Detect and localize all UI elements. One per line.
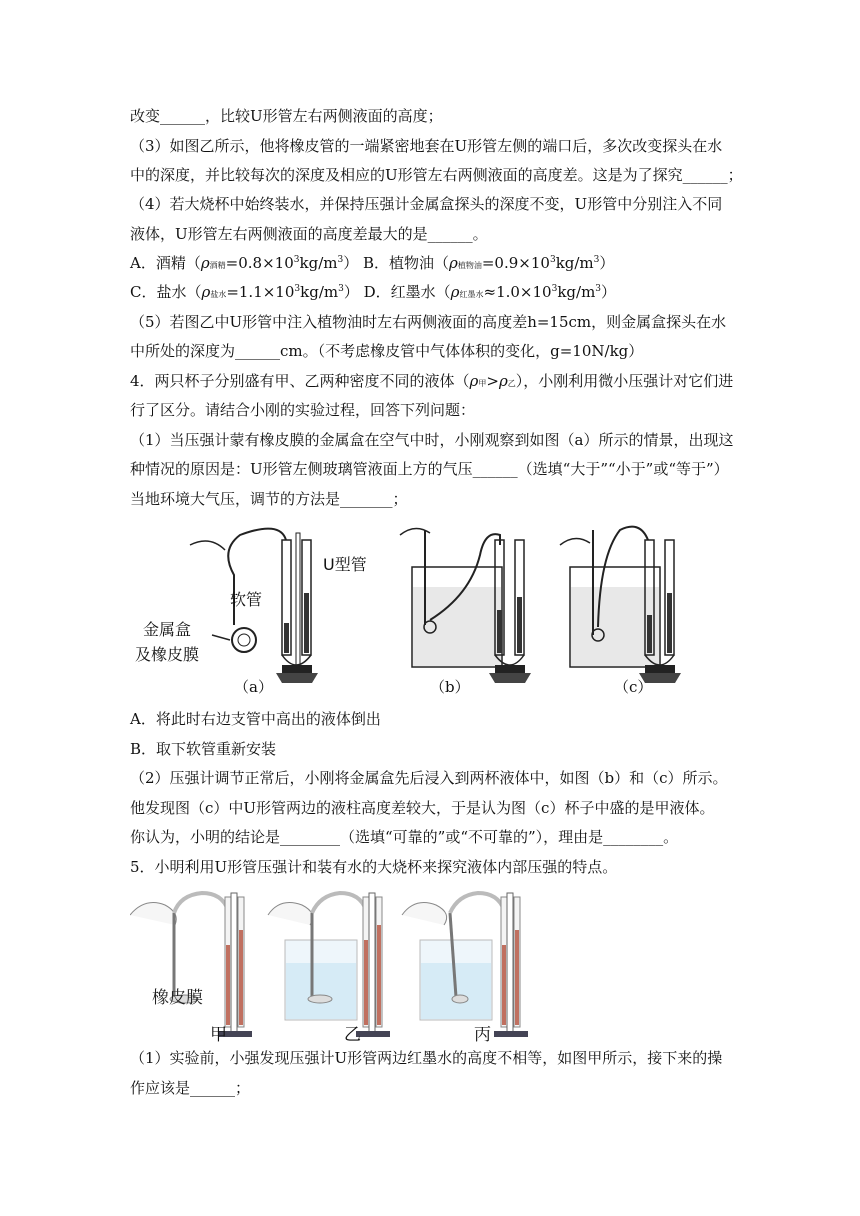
figure-a [135, 529, 367, 683]
text-line: 中所处的深度为______cm。（不考虑橡皮管中气体体积的变化，g=10N/kg） [130, 342, 644, 360]
text-line: 行了区分。请结合小刚的实验过程，回答下列问题： [130, 401, 476, 419]
caption-yi: 乙 [344, 1025, 361, 1045]
label-membrane: 及橡皮膜 [135, 645, 200, 664]
text-line: 液体，U形管左右两侧液面的高度差最大的是______。 [130, 225, 488, 243]
text-line: 5．小明利用U形管压强计和装有水的大烧杯来探究液体内部压强的特点。 [130, 858, 618, 876]
caption-b: （b） [430, 678, 470, 696]
figure-b [400, 528, 531, 683]
figure-yi [268, 893, 390, 1037]
text-line: （5）若图乙中U形管中注入植物油时左右两侧液面的高度差h=15cm，则金属盒探头在水 [130, 313, 727, 331]
text-line: （1）当压强计蒙有橡皮膜的金属盒在空气中时，小刚观察到如图（a）所示的情景，出现这 [130, 431, 734, 449]
text-line: 作应该是______； [130, 1079, 251, 1097]
option-line: A．将此时右边支管中高出的液体倒出 [130, 710, 381, 728]
text-line: 当地环境大气压，调节的方法是_______； [130, 490, 408, 508]
option-line: C．盐水（ρ盐水$=1.1\times 10^3kg/m^3$） D．红墨水（ρ红墨水$\approx 1.0\times 10^3kg/m^3$） [130, 283, 617, 301]
text-line: （1）实验前，小强发现压强计U形管两边红墨水的高度不相等，如图甲所示，接下来的操 [130, 1049, 723, 1067]
option-line: B．取下软管重新安装 [130, 740, 277, 758]
text-line: 你认为，小明的结论是________（选填“可靠的”或“不可靠的”），理由是________。 [130, 828, 679, 846]
label-metal-box: 金属盒 [143, 620, 192, 639]
text-line: 他发现图（c）中U形管两边的液柱高度差较大，于是认为图（c）杯子中盛的是甲液体。 [130, 799, 715, 817]
caption-a: （a） [234, 678, 273, 696]
text-line: （2）压强计调节正常后，小刚将金属盒先后浸入到两杯液体中，如图（b）和（c）所示。 [130, 769, 728, 787]
text-line: （4）若大烧杯中始终装水，并保持压强计金属盒探头的深度不变，U形管中分别注入不同 [130, 195, 723, 213]
text-line: 种情况的原因是：U形管左侧玻璃管液面上方的气压______（选填“大于”“小于”或“等于”） [130, 460, 729, 478]
text-line: 改变______，比较U形管左右两侧液面的高度； [130, 107, 443, 125]
label-u-tube: U型管 [323, 555, 367, 574]
caption-bing: 丙 [474, 1025, 491, 1045]
figure-pressure-gauge-abc [130, 515, 690, 700]
caption-jia: 甲 [210, 1025, 227, 1045]
option-line: A．酒精（ρ酒精$=0.8\times 10^3kg/m^3$） B．植物油（ρ植物油$=0.9\times 10^3kg/m^3$） [130, 254, 615, 272]
figure-jia [130, 893, 252, 1037]
figure-bing [402, 893, 528, 1037]
figure-pressure-gauge-123 [130, 885, 530, 1040]
text-line: 中的深度，并比较每次的深度及相应的U形管左右两侧液面的高度差。这是为了探究______； [130, 166, 743, 184]
figure-c [560, 527, 681, 683]
label-hose: 软管 [230, 590, 263, 609]
question-4-line: 4．两只杯子分别盛有甲、乙两种密度不同的液体（ρ甲>ρ乙），小刚利用微小压强计对它们进 [130, 372, 734, 390]
text-line: （3）如图乙所示，他将橡皮管的一端紧密地套在U形管左侧的端口后，多次改变探头在水 [130, 137, 723, 155]
caption-c: （c） [614, 678, 653, 696]
label-rubber-membrane: 橡皮膜 [152, 988, 203, 1008]
